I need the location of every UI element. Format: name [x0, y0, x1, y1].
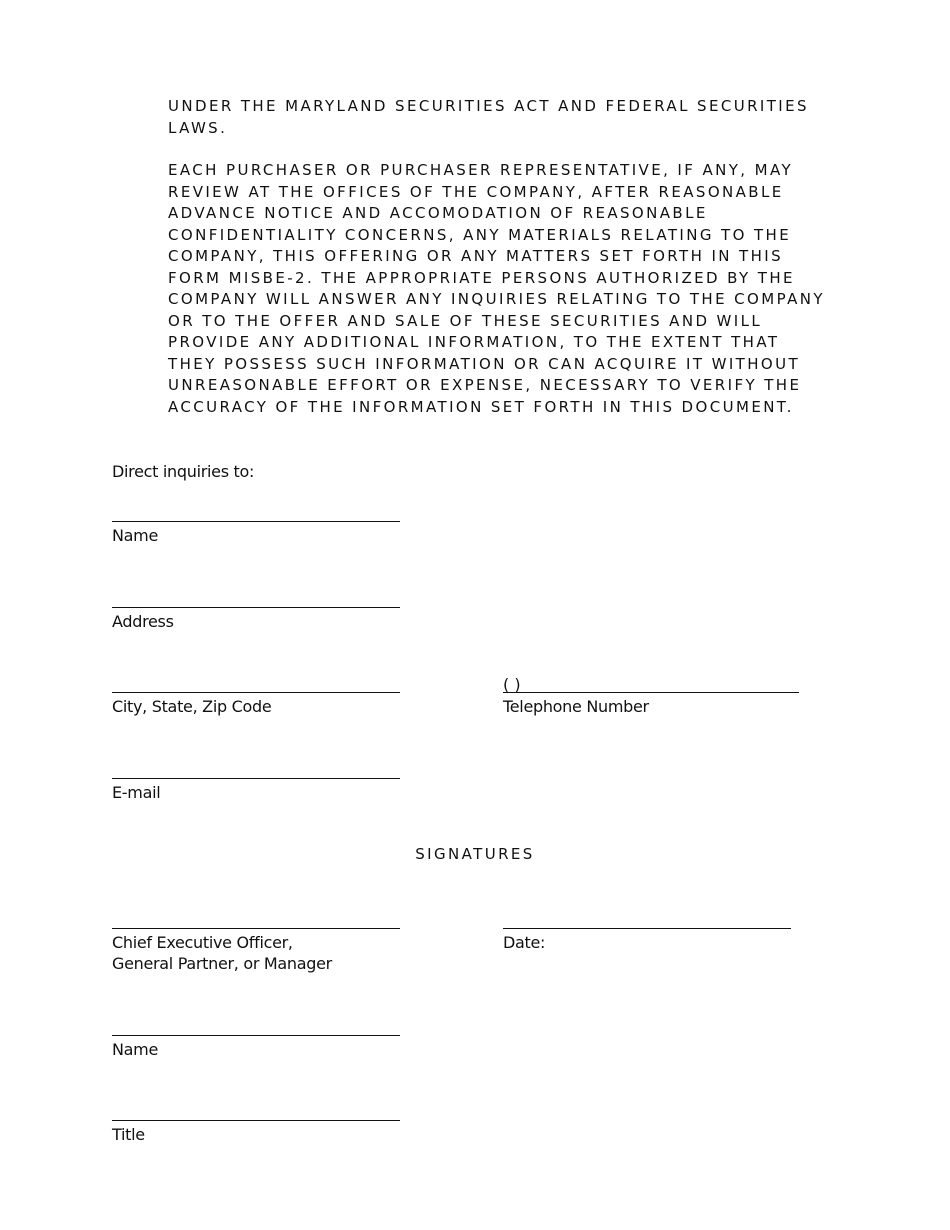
date-signature-line[interactable]	[503, 928, 791, 929]
city-blank-line[interactable]	[112, 692, 400, 693]
telephone-label: Telephone Number	[503, 697, 649, 716]
email-blank-line[interactable]	[112, 778, 400, 779]
signer-title-label: Title	[112, 1125, 145, 1144]
date-label: Date:	[503, 933, 546, 952]
signer-name-label: Name	[112, 1040, 159, 1059]
name-label: Name	[112, 526, 159, 545]
direct-inquiries-heading: Direct inquiries to:	[112, 462, 255, 481]
signatures-heading: SIGNATURES	[415, 845, 535, 863]
name-blank-line[interactable]	[112, 521, 400, 522]
paragraph-purchaser-review: EACH PURCHASER OR PURCHASER REPRESENTATIVE, IF ANY, MAY REVIEW AT THE OFFICES OF THE COMPANY, AFTER REASONABLE ADVANCE NOTICE AND ACCOMODATION OF REASONABLE CONFIDENTIALITY CONCERNS, ANY MATERIALS RELATING TO THE COMPANY, THIS OFFERING OR ANY MATTERS SET FORTH IN THIS FORM MISBE-2. THE APPROPRIATE PERSONS AUTHORIZED BY THE COMPANY WILL ANSWER ANY INQUIRIES RELATING TO THE COMPANY OR TO THE OFFER AND SALE OF THESE SECURITIES AND WILL PROVIDE ANY ADDITIONAL INFORMATION, TO THE EXTENT THAT THEY POSSESS SUCH INFORMATION OR CAN ACQUIRE IT WITHOUT UNREASONABLE EFFORT OR EXPENSE, NECESSARY TO VERIFY THE ACCURACY OF THE INFORMATION SET FORTH IN THIS DOCUMENT.	[168, 161, 825, 416]
signer-title-line[interactable]	[112, 1120, 400, 1121]
telephone-blank-line[interactable]	[503, 692, 799, 693]
paragraph-securities-laws: UNDER THE MARYLAND SECURITIES ACT AND FEDERAL SECURITIES LAWS.	[168, 97, 809, 137]
ceo-label-line1: Chief Executive Officer,	[112, 933, 293, 952]
address-label: Address	[112, 612, 174, 631]
telephone-area-code: ( )	[503, 675, 521, 694]
email-label: E-mail	[112, 783, 161, 802]
address-blank-line[interactable]	[112, 607, 400, 608]
signer-name-line[interactable]	[112, 1035, 400, 1036]
city-state-zip-label: City, State, Zip Code	[112, 697, 272, 716]
ceo-label-line2: General Partner, or Manager	[112, 954, 332, 973]
ceo-signature-line[interactable]	[112, 928, 400, 929]
